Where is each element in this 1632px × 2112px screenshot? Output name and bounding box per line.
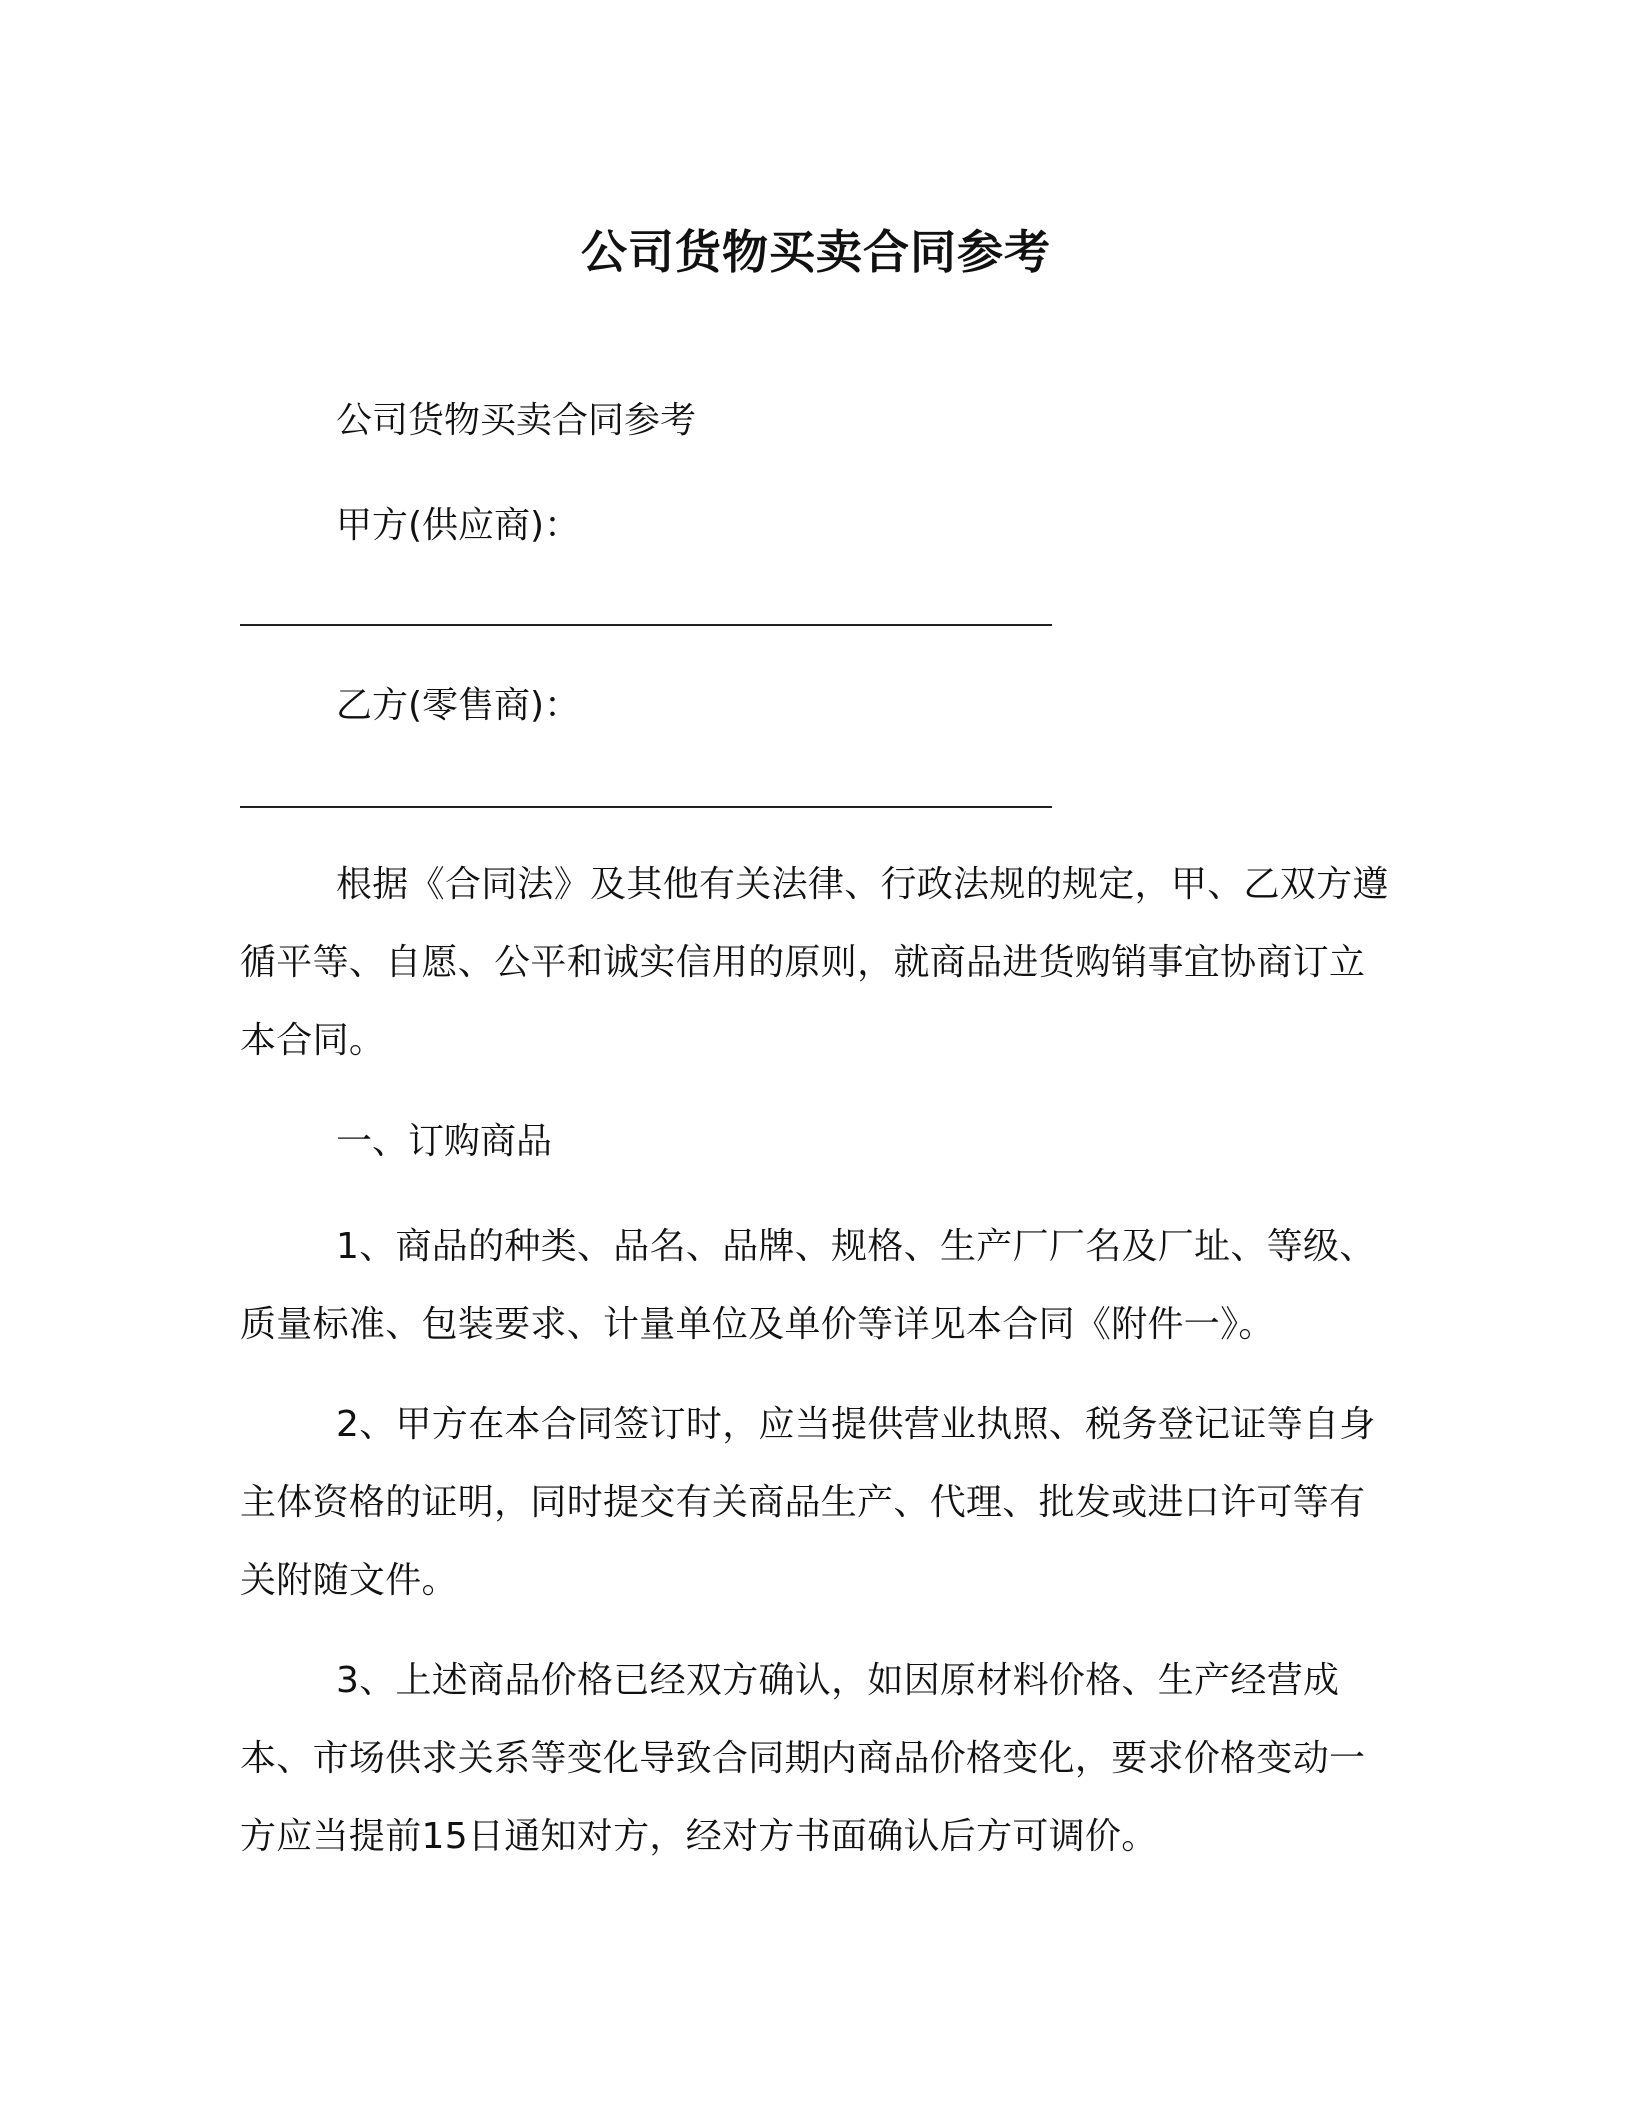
clause-2: 2、甲方在本合同签订时，应当提供营业执照、税务登记证等自身主体资格的证明，同时提交有关商品生产、代理、批发或进口许可等有关附随文件。: [240, 1404, 1376, 1601]
preamble-paragraph: 根据《合同法》及其他有关法律、行政法规的规定，甲、乙双方遵循平等、自愿、公平和诚实信用的原则，就商品进货购销事宜协商订立本合同。: [240, 864, 1389, 1061]
party-b-blank-line: [240, 806, 1052, 808]
section-heading: 一、订购商品: [336, 1121, 553, 1162]
party-a-label: 甲方(供应商)：: [336, 505, 581, 546]
party-a-blank-line: [240, 624, 1052, 626]
document-title: 公司货物买卖合同参考: [581, 225, 1051, 279]
clause-3: 3、上述商品价格已经双方确认，如因原材料价格、生产经营成本、市场供求关系等变化导致合同期内商品价格变化，要求价格变动一方应当提前15日通知对方，经对方书面确认后方可调价。: [240, 1660, 1366, 1857]
party-b-label: 乙方(零售商)：: [336, 685, 581, 726]
clause-1: 1、商品的种类、品名、品牌、规格、生产厂厂名及厂址、等级、质量标准、包装要求、计量单位及单价等详见本合同《附件一》。: [240, 1226, 1376, 1345]
document-subtitle: 公司货物买卖合同参考: [336, 400, 697, 441]
